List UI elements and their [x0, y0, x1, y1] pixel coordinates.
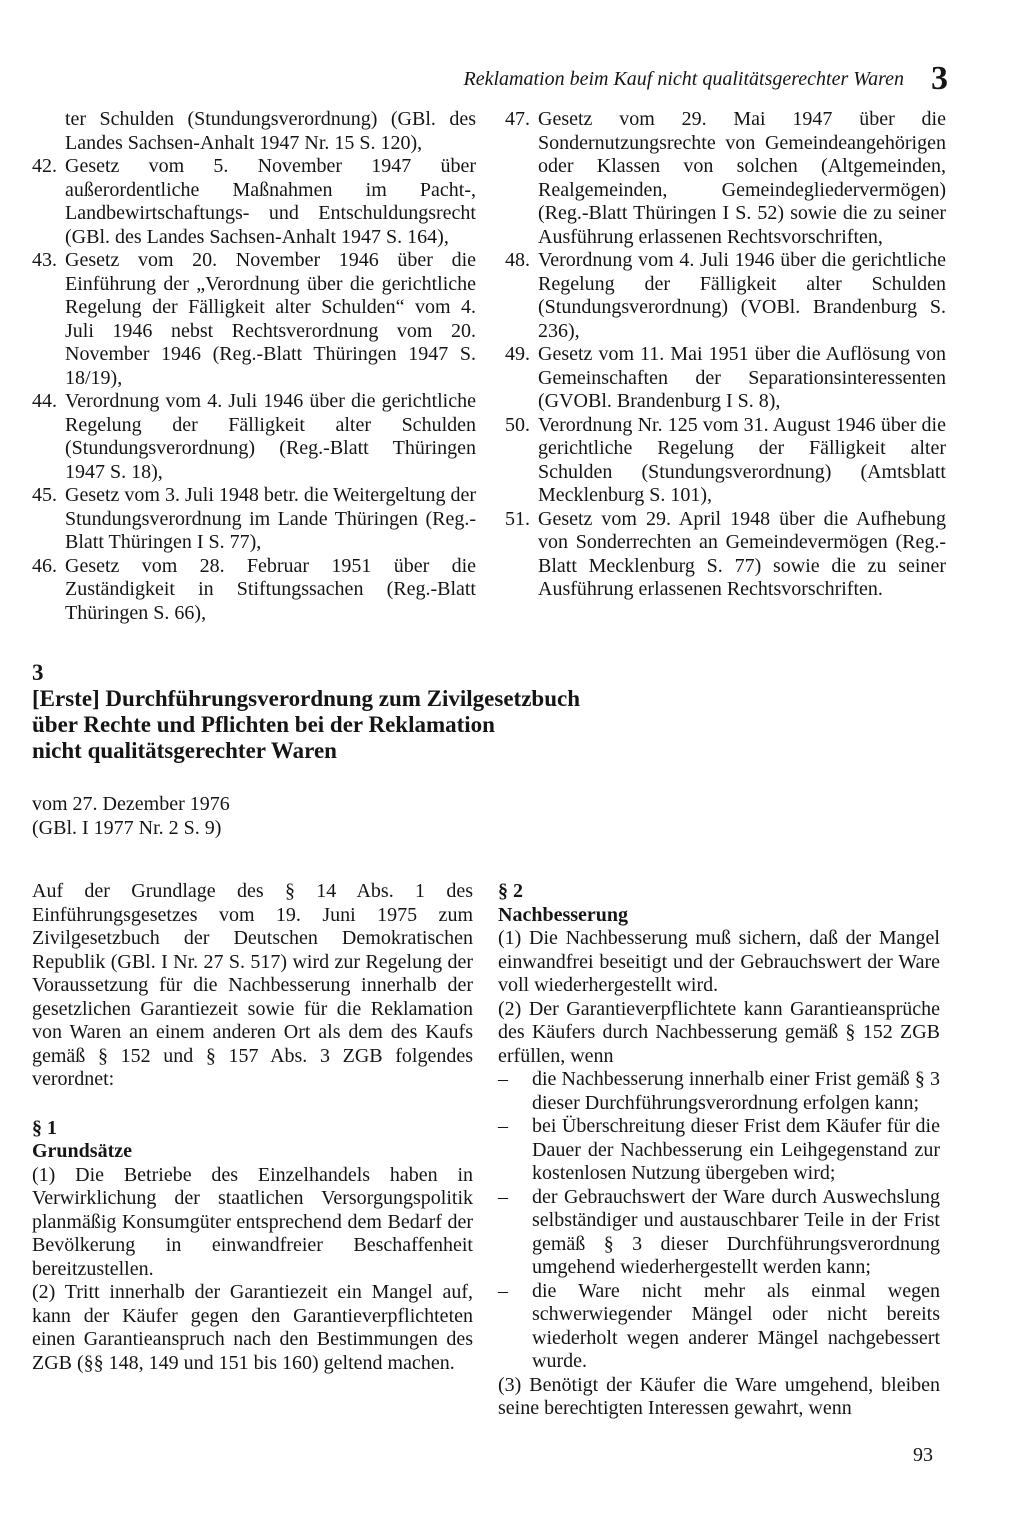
list-item [32, 249, 476, 390]
document-source: (GBl. I 1977 Nr. 2 S. 9) [32, 816, 222, 839]
condition-text: der Gebrauchswert der Ware durch Auswechslung selbständiger und austauschbarer Teile in der Frist gemäß § 3 dieser Durchführungsverordnung umgehend wiederhergestellt werden kann; [532, 1185, 940, 1278]
list-item-text: Verordnung vom 4. Juli 1946 über die gerichtliche Regelung der Fälligkeit alter Schulden (Stundungsverordnung) (Reg.-Blatt Thüringen 1947 S. 18), [65, 390, 476, 483]
list-item-number: 43. [32, 249, 57, 271]
dash-marker: – [498, 1115, 508, 1137]
list-item-number: 51. [505, 507, 530, 530]
preamble: Auf der Grundlage des § 14 Abs. 1 des Einführungsgesetzes vom 19. Juni 1975 zum Zivilgesetzbuch der Deutschen Demokratischen Republik (GBl. I Nr. 27 S. 517) wird zur Regelung der Voraussetzung für die Nachbesserung innerhalb der gesetzlichen Garantiezeit sowie für die Reklamation von Waren an einem anderen Ort als dem des Kaufs gemäß § 152 und § 157 Abs. 3 ZGB folgendes verordnet: [32, 880, 473, 1090]
condition-list-item [498, 1280, 940, 1374]
document-title-line-1: [Erste] Durchführungsverordnung zum Zivilgesetzbuch [32, 686, 580, 711]
section-2-number: § 2 [498, 880, 523, 902]
section-2-paragraph-1: (1) Die Nachbesserung muß sichern, daß der Mangel einwandfrei beseitigt und der Gebrauchswert der Ware voll wiederhergestellt wird. [498, 927, 940, 996]
section-1-paragraph-1: (1) Die Betriebe des Einzelhandels haben in Verwirklichung der staatlichen Versorgungspolitik planmäßig Konsumgüter entsprechend dem Bedarf der Bevölkerung in einwandfreier Beschaffenheit bereitzustellen. [32, 1163, 473, 1280]
dash-marker: – [498, 1068, 508, 1090]
section-1-title: Grundsätze [32, 1140, 132, 1162]
document-title-line-3: nicht qualitätsgerechter Waren [32, 738, 337, 763]
section-2-paragraph-2: (2) Der Garantieverpflichtete kann Garantieansprüche des Käufers durch Nachbesserung gemäß § 152 ZGB erfüllen, wenn [498, 997, 940, 1067]
list-item-number: 44. [32, 390, 57, 412]
document-number: 3 [32, 660, 44, 685]
law-list-right [505, 108, 946, 602]
list-item [32, 390, 476, 484]
list-item-continuation: ter Schulden (Stundungsverordnung) (GBl. des Landes Sachsen-Anhalt 1947 Nr. 15 S. 120), [65, 108, 476, 154]
section-2-paragraph-3: (3) Benötigt der Käufer die Ware umgehend, bleiben seine berechtigten Interessen gewahrt, wenn [498, 1373, 940, 1419]
list-item-number: 47. [505, 108, 530, 130]
list-item [32, 484, 476, 555]
dash-marker: – [498, 1185, 508, 1208]
list-item-text: Gesetz vom 20. November 1946 über die Einführung der „Verordnung über die gerichtliche Regelung der Fälligkeit alter Schulden“ vom 4. Juli 1946 nebst Rechtsverordnung vom 20. November 1946 (Reg.-Blatt Thüringen 1947 S. 18/19), [65, 249, 476, 389]
page-number: 93 [913, 1444, 933, 1466]
list-item [505, 414, 946, 508]
document-date: vom 27. Dezember 1976 [32, 793, 230, 815]
section-1-number: § 1 [32, 1116, 57, 1139]
list-item-number: 46. [32, 554, 57, 577]
list-item-text: Gesetz vom 3. Juli 1948 betr. die Weitergeltung der Stundungsverordnung im Lande Thüringen (Reg.-Blatt Thüringen I S. 77), [65, 484, 476, 553]
list-item-text: Verordnung vom 4. Juli 1946 über die gerichtliche Regelung der Fälligkeit alter Schulden (Stundungsverordnung) (VOBl. Brandenburg S. 236), [538, 249, 946, 342]
condition-text: bei Überschreitung dieser Frist dem Käufer für die Dauer der Nachbesserung ein Leihgegenstand zur kostenlosen Nutzung übergeben wird; [532, 1115, 940, 1184]
document-meta [32, 793, 230, 840]
chapter-number: 3 [931, 60, 948, 97]
list-item [32, 155, 476, 249]
list-item [505, 343, 946, 414]
condition-text: die Nachbesserung innerhalb einer Frist gemäß § 3 dieser Durchführungsverordnung erfolgen kann; [532, 1068, 940, 1114]
list-item-text: Gesetz vom 29. Mai 1947 über die Sondernutzungsrechte von Gemeindeangehörigen oder Klassen von solchen (Altgemeinden, Realgemeinden, Gemeindegliedervermögen) (Reg.-Blatt Thüringen I S. 52) sowie die zu seiner Ausführung erlassenen Rechtsvorschriften, [538, 108, 946, 248]
document-title-line-2: über Rechte und Pflichten bei der Reklamation [32, 712, 495, 737]
document-heading [32, 660, 692, 764]
list-item-number: 50. [505, 413, 530, 436]
section-1-paragraph-2: (2) Tritt innerhalb der Garantiezeit ein Mangel auf, kann der Käufer gegen den Garantieverpflichteten einen Garantieanspruch nach den Bestimmungen des ZGB (§§ 148, 149 und 151 bis 160) geltend machen. [32, 1281, 473, 1374]
list-item [505, 108, 946, 249]
dash-marker: – [498, 1279, 508, 1302]
list-item-text: Verordnung Nr. 125 vom 31. August 1946 über die gerichtliche Regelung der Fälligkeit alter Schulden (Stundungsverordnung) (Amtsblatt Mecklenburg S. 101), [538, 413, 946, 506]
condition-list-item [498, 1186, 940, 1280]
list-item [32, 555, 476, 626]
list-item [505, 249, 946, 343]
running-header-title: Reklamation beim Kauf nicht qualitätsgerechter Waren [463, 68, 904, 90]
text-column-right [498, 880, 940, 1421]
list-item-text: Gesetz vom 5. November 1947 über außerordentliche Maßnahmen im Pacht-, Landbewirtschaftungs- und Entschuldungsrecht (GBl. des Landes Sachsen-Anhalt 1947 S. 164), [65, 155, 476, 248]
list-item-number: 42. [32, 155, 57, 177]
list-item [505, 508, 946, 602]
list-item-number: 45. [32, 484, 57, 506]
list-item-number: 48. [505, 249, 530, 271]
section-2-title: Nachbesserung [498, 903, 629, 926]
list-item-text: Gesetz vom 11. Mai 1951 über die Auflösung von Gemeinschaften der Separationsinteressenten (GVOBl. Brandenburg I S. 8), [538, 343, 946, 412]
condition-list-item [498, 1115, 940, 1186]
list-item-text: Gesetz vom 28. Februar 1951 über die Zuständigkeit in Stiftungssachen (Reg.-Blatt Thüringen S. 66), [65, 554, 476, 624]
list-item-text: Gesetz vom 29. April 1948 über die Aufhebung von Sonderrechten an Gemeindevermögen (Reg.-Blatt Mecklenburg S. 77) sowie die zu seiner Ausführung erlassenen Rechtsvorschriften. [538, 507, 946, 600]
condition-list-item [498, 1068, 940, 1115]
running-header [0, 60, 948, 98]
list-item-number: 49. [505, 343, 530, 365]
law-list-left [32, 108, 476, 625]
text-column-left [32, 880, 473, 1375]
condition-text: die Ware nicht mehr als einmal wegen schwerwiegender Mängel oder nicht bereits wiederholt wegen anderer Mängel nachgebessert wurde. [532, 1279, 940, 1372]
